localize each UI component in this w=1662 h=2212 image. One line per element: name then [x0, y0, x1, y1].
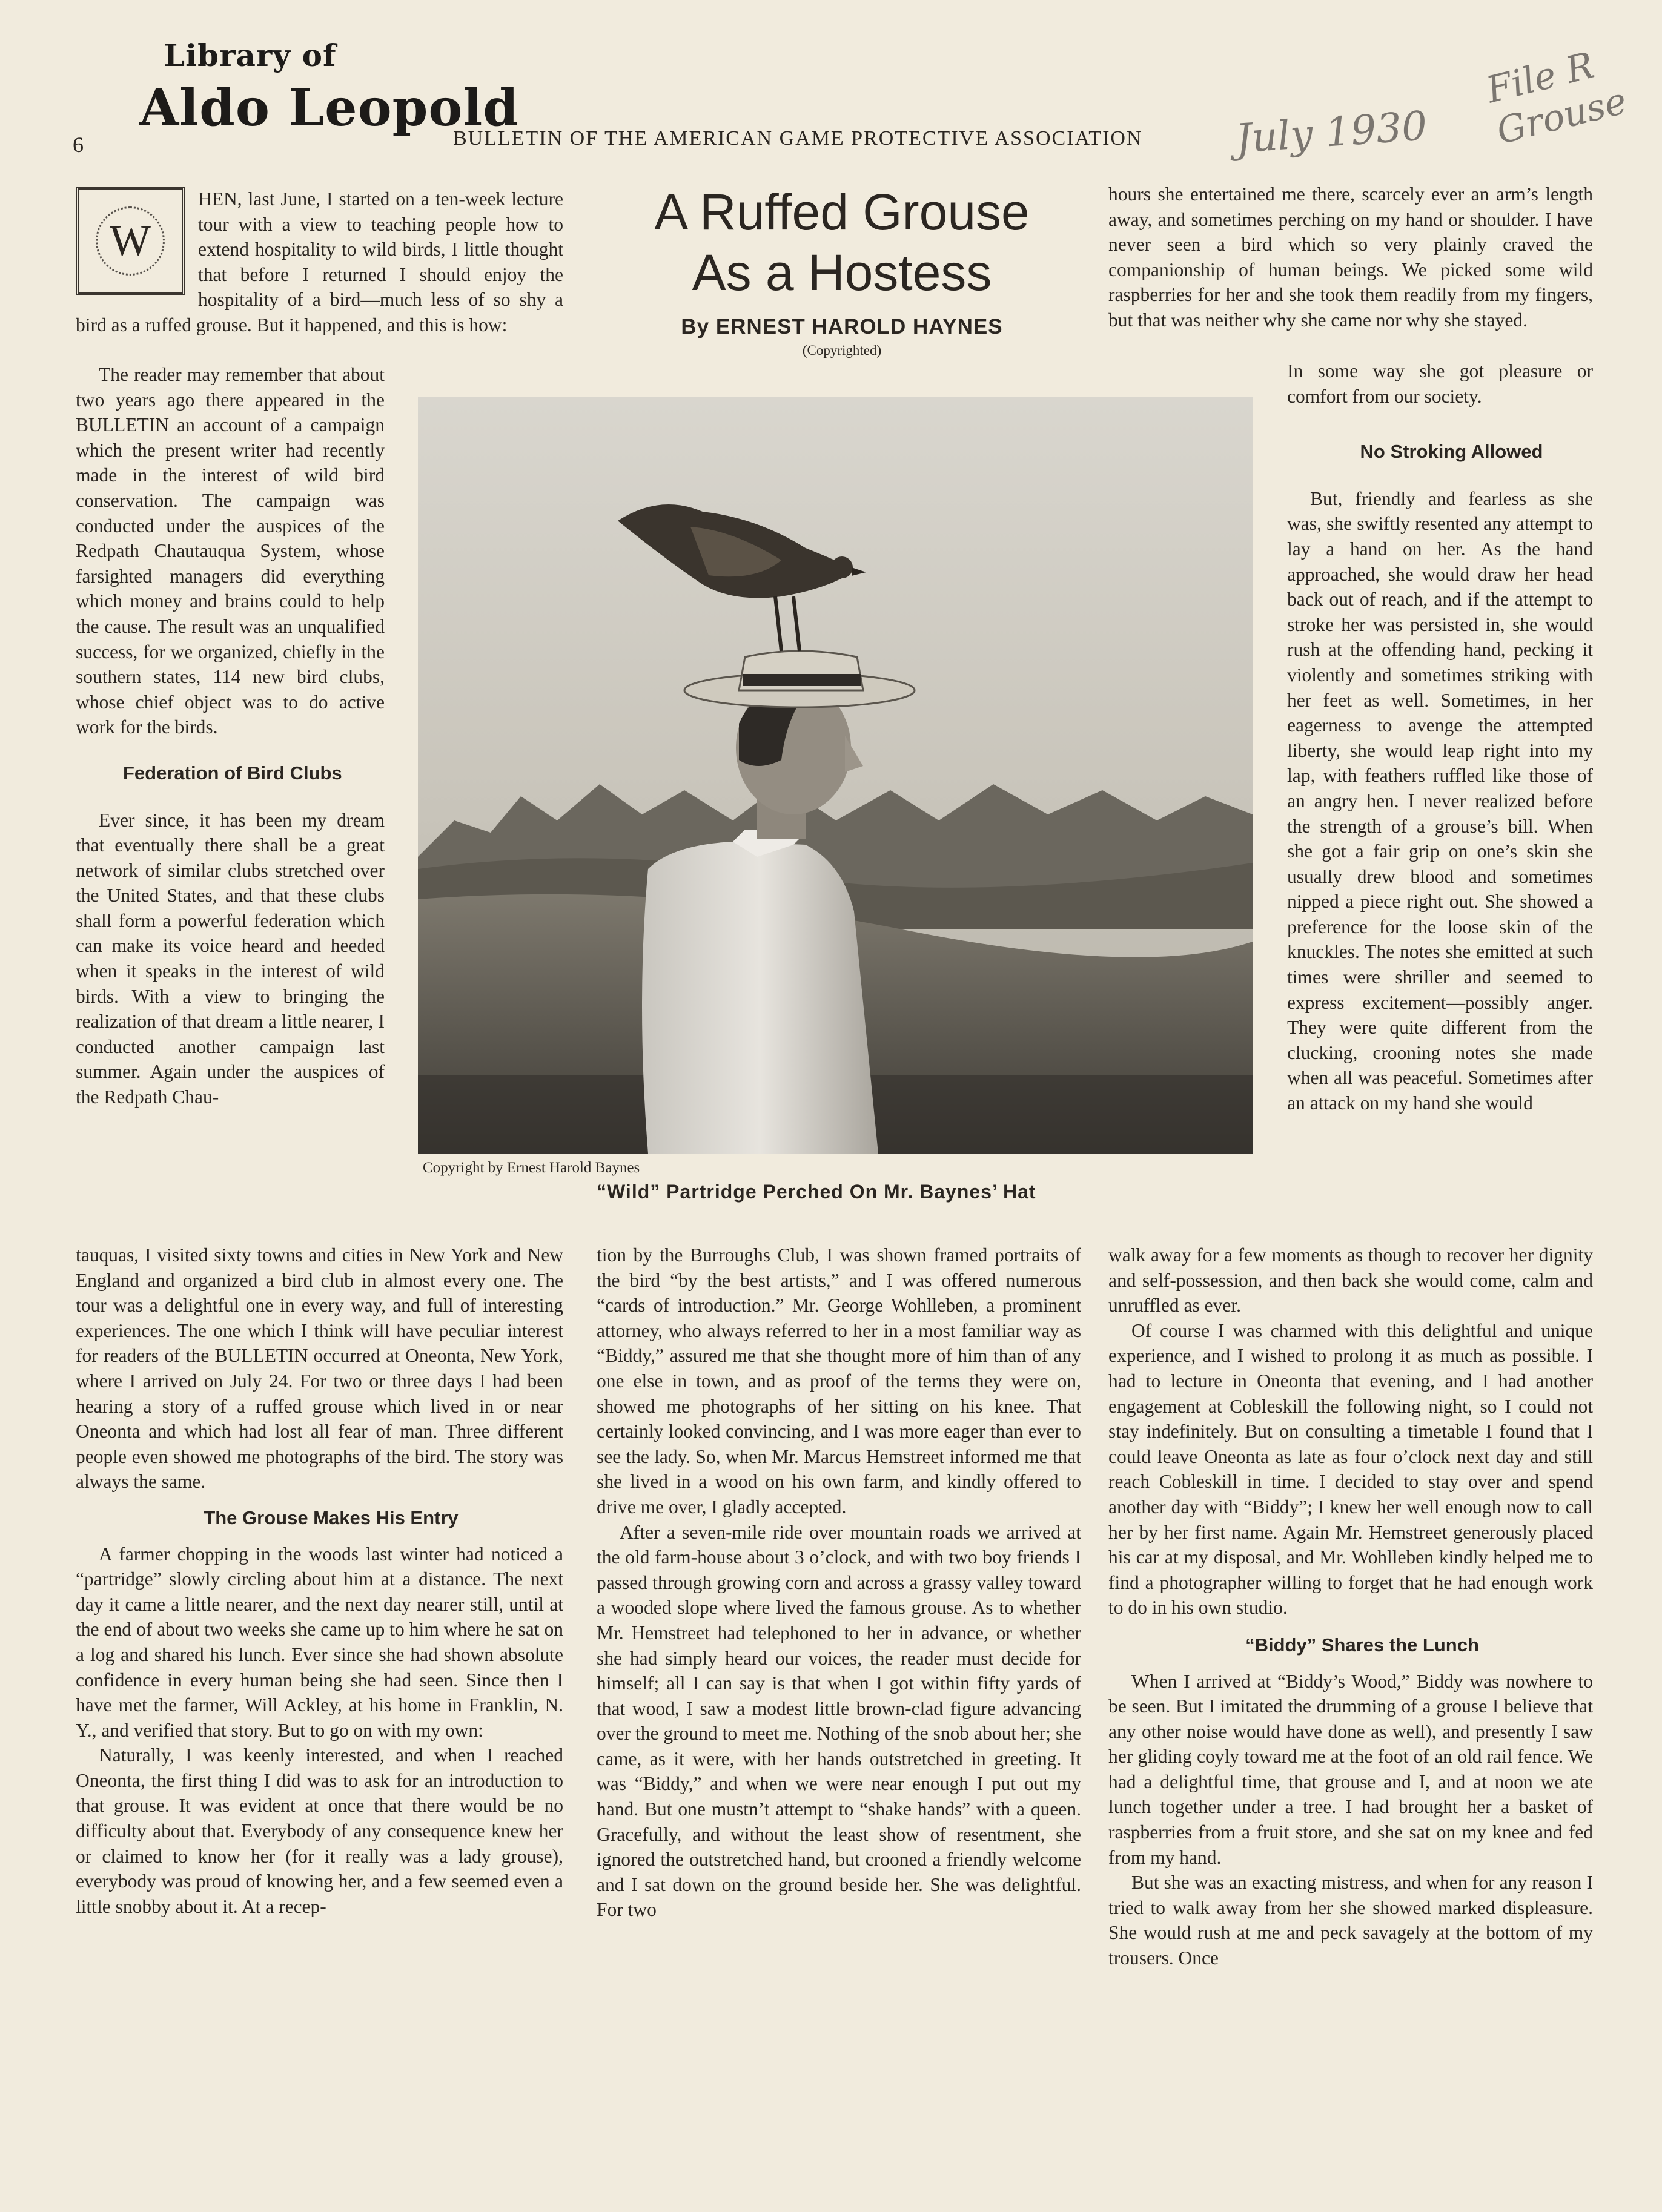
photo-credit: Copyright by Ernest Harold Baynes: [423, 1160, 640, 1176]
paragraph: tauquas, I visited sixty towns and cities in New York and New England and organized a bird club in almost every one. The tour was a delightful one in every way, and full of interesting experiences. The one which I think will have peculiar interest for readers of the BULLETIN occurred at Oneonta, New York, where I arrived on July 24. For two or three days I had been hearing a story of a ruffed grouse which lived in or near Oneonta and which had lost all fear of man. Three different people even showed me photographs of the bird. The story was always the same.: [76, 1244, 563, 1493]
intro-paragraph: HEN, last June, I started on a ten-week lecture tour with a view to teaching people how to extend hospitality to wild birds, I little thought that before I returned I should enjoy the hospitality of a bird—much less of so shy a bird as a ruffed grouse. But it happened, and this is how:: [76, 188, 563, 335]
column-3-narrow: [1287, 358, 1593, 1116]
paragraph: tion by the Burroughs Club, I was shown framed portraits of the bird “by the best artists,” and I was offered numerous “cards of introduction.” Mr. George Wohlleben, a prominent attorney, who always referred to her in a most familiar way as “Biddy,” assured me that she thought more of him than of any one else in town, and as proof of the terms they were on, showed me photographs of her sitting on his knee. That certainly looked convincing, and I was more eager than ever to see the lady. So, when Mr. Marcus Hemstreet informed me that she lived in a wood on his own farm, and kindly offered to drive me over, I gladly accepted.: [597, 1244, 1081, 1517]
library-stamp-line2: Aldo Leopold: [139, 78, 520, 137]
photo-illustration: [418, 397, 1253, 1154]
paragraph: A farmer chopping in the woods last winter had noticed a “partridge” slowly circling about him at a distance. The next day it came a little nearer, and the next day nearer still, until at the end of about two weeks she came up to him where he sat on a log and shared his lunch. Ever since she had shown absolute confidence in every human being she had seen. Since then I have met the farmer, Will Ackley, at his home in Franklin, N. Y., and verified that story. But to go on with my own:: [76, 1543, 563, 1741]
byline: By ERNEST HAROLD HAYNES: [681, 315, 1003, 338]
handwritten-file-note: File R Grouse: [1482, 44, 1631, 153]
copyright-note: (Copyrighted): [802, 343, 882, 358]
library-stamp-line1: Library of: [164, 38, 337, 73]
photo-caption: “Wild” Partridge Perched On Mr. Baynes’ Hat: [597, 1181, 1036, 1203]
section-heading: Federation of Bird Clubs: [123, 762, 342, 784]
title-line-1: A Ruffed Grouse: [654, 183, 1030, 240]
paragraph: The reader may remember that about two years ago there appeared in the BULLETIN an account of a campaign which the present writer had recently made in the interest of wild bird conservation. The campaign was conducted under the auspices of the Redpath Chautauqua System, whose farsighted managers did everything which money and brains could to help the cause. The result was an unqualified success, for we organized, chiefly in the southern states, 114 new bird clubs, whose chief object was to do active work for the birds.: [76, 364, 385, 738]
handwritten-date: July 1930: [1234, 102, 1429, 162]
paragraph: walk away for a few moments as though to recover her dignity and self-possession, and then back she would come, calm and unruffled as ever.: [1108, 1244, 1593, 1316]
column-1-lower: [76, 1243, 563, 1919]
column-1-intro: [76, 187, 563, 338]
paragraph: hours she entertained me there, scarcely ever an arm’s length away, and sometimes perching on my hand or shoulder. I have never seen a bird which so very plainly craved the companionship of human beings. We picked some wild raspberries for her and she took them readily from my fingers, but that was neither why she came nor why she stayed.: [1108, 183, 1593, 331]
photograph-grouse-on-hat: [418, 397, 1253, 1154]
column-3-lower: [1108, 1243, 1593, 1971]
drop-cap-frame: [76, 187, 185, 295]
section-heading: No Stroking Allowed: [1360, 441, 1543, 463]
running-head: BULLETIN OF THE AMERICAN GAME PROTECTIVE ASSOCIATION: [453, 127, 1143, 150]
article-title: [600, 182, 1084, 303]
paragraph: But, friendly and fearless as she was, she swiftly resented any attempt to lay a hand on her. As the hand approached, she would draw her head back out of reach, and if the attempt to stroke her was persisted in, she would rush at the offending hand, pecking it violently and sometimes striking with her feet as well. Sometimes, in her eagerness to avenge the attempted liberty, she would leap right into my lap, with feathers ruffled like those of an angry hen. I never realized before the strength of a grouse’s bill. When she got a fair grip on one’s skin she usually drew blood and sometimes nipped a piece right out. She showed a preference for the loose skin of the knuckles. The notes she emitted at such times were shriller and seemed to express excitement—possibly anger. They were quite different from the clucking, crooning notes she made when all was peaceful. Sometimes after an attack on my hand she would: [1287, 487, 1593, 1114]
paragraph: Ever since, it has been my dream that eventually there shall be a great network of similar clubs stretched over the United States, and that these clubs shall form a powerful federation which can make its voice heard and heeded when it speaks in the interest of wild birds. With a view to bringing the realization of that dream a little nearer, I conducted another campaign last summer. Again under the auspices of the Redpath Chau-: [76, 809, 385, 1108]
column-3-top: [1108, 182, 1593, 333]
paragraph: Of course I was charmed with this delightful and unique experience, and I wished to prolong it as much as possible. I had to lecture in Oneonta that evening, and I had another engagement at Cobleskill the following night, so I could not stay indefinitely. But on consulting a timetable I found that I could leave Oneonta as late as four o’clock next day and still reach Cobleskill in time. I decided to stay over and spend another day with “Biddy”; I knew her well enough now to call her by her first name. Again Mr. Hemstreet generously placed his car at my disposal, and Mr. Wohlleben kindly helped me to find a photographer willing to forget that he had enough work to do in his own studio.: [1108, 1319, 1593, 1619]
paragraph: When I arrived at “Biddy’s Wood,” Biddy was nowhere to be seen. But I imitated the drumming of a grouse I believe that any other noise would have done as well), and presently I saw her gliding coyly toward me at the foot of an old rail fence. We had a delightful time, that grouse and I, and at noon we ate lunch together under a tree. I had brought her a basket of raspberries from a fruit store, and she sat on my knee and fed from my hand.: [1108, 1670, 1593, 1868]
paragraph: In some way she got pleasure or comfort from our society.: [1287, 360, 1593, 407]
title-line-2: As a Hostess: [692, 244, 992, 301]
paragraph: After a seven-mile ride over mountain roads we arrived at the old farm-house about 3 o’clock, and with two boy friends I passed through growing corn and across a grassy valley toward a wooded slope where lived the famous grouse. As to whether Mr. Hemstreet had telephoned to her in advance, or whether she had simply heard our voices, the reader must decide for himself; all I can say is that when I got within fifty yards of that wood, I saw a modest little brown-clad figure advancing over the ground to meet me. Nothing of the snob about her; she came, as it were, with her hands outstretched in greeting. It was “Biddy,” and when we were near enough I put out my hand. But one mustn’t attempt to “shake hands” with a queen. Gracefully, and without the least show of resentment, she ignored the outstretched hand, but crooned a friendly welcome and I sat down on the ground beside her. She was delightful. For two: [597, 1521, 1081, 1921]
section-heading: The Grouse Makes His Entry: [204, 1507, 459, 1528]
page-number: 6: [73, 133, 84, 157]
column-1-narrow: [76, 362, 385, 1110]
paragraph: Naturally, I was keenly interested, and when I reached Oneonta, the first thing I did was to ask for an introduction to that grouse. It was evident at once that there would be no difficulty about that. Everybody of any consequence knew her or claimed to know her (for it really was a lady grouse), everybody was proud of knowing her, and a few seemed even a little snobby about it. At a recep-: [76, 1745, 563, 1917]
section-heading: “Biddy” Shares the Lunch: [1245, 1634, 1479, 1656]
paragraph: But she was an exacting mistress, and when for any reason I tried to walk away from her she showed marked displeasure. She would rush at me and peck savagely at the bottom of my trousers. Once: [1108, 1872, 1593, 1969]
drop-cap-letter: W: [96, 206, 165, 276]
column-2: [597, 1243, 1081, 1923]
